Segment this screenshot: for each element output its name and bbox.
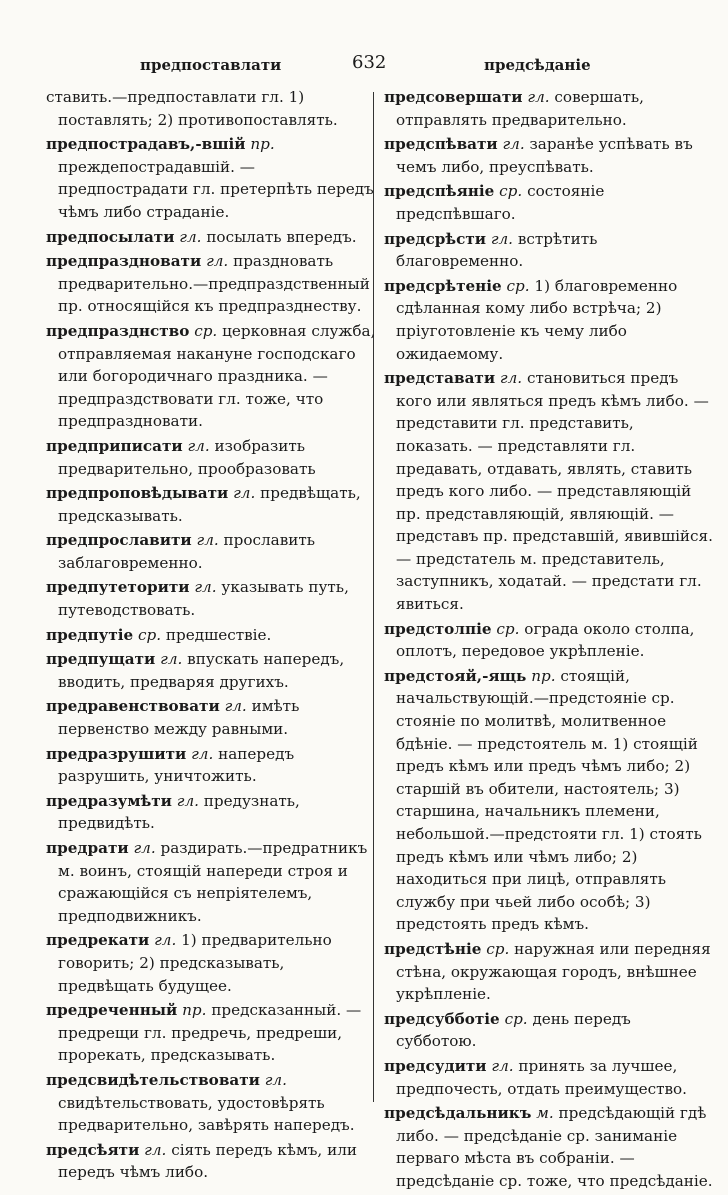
headword: предсрѣтеніе [384, 276, 502, 295]
headword: предреченный [46, 1001, 178, 1020]
definition-text: предвѣщать, предсказывать. [58, 484, 361, 525]
grammar-label: гл. [502, 135, 525, 154]
grammar-label: гл. [194, 578, 217, 597]
dictionary-entry [46, 250, 376, 318]
running-head-right: предсѣданіе [484, 56, 591, 74]
dictionary-entry [46, 790, 376, 835]
dictionary-entry [384, 618, 714, 663]
headword: предпутеторити [46, 578, 190, 597]
grammar-label: гл. [191, 744, 214, 763]
dictionary-entry [384, 228, 714, 273]
headword: предпущати [46, 650, 156, 669]
headword: предсудити [384, 1056, 487, 1075]
grammar-label: ср. [504, 1009, 528, 1028]
dictionary-entry [46, 648, 376, 693]
grammar-label: гл. [233, 484, 256, 503]
definition-text: предшествіе. [165, 625, 272, 644]
grammar-label: гл. [187, 436, 210, 455]
grammar-label: гл. [160, 650, 183, 669]
grammar-label: гл. [499, 369, 523, 388]
grammar-label: гл. [144, 1140, 167, 1159]
dictionary-entry [46, 1069, 376, 1137]
dictionary-entry [46, 695, 376, 740]
definition-text: стоящій, начальствующій.—предстояніе ср. стояніе по молитвѣ, молитвенное бдѣніе. — предстоятель м. 1) стоящій предъ кѣмъ или предъ чѣмъ либо; 2) старшій въ обители, настоятель; 3) старшина, начальникъ племени, небольшой.—предстояти гл. 1) стоять предъ кѣмъ или чѣмъ либо; 2) находиться при лицѣ, отправлять службу при чьей либо особѣ; 3) предстоять предъ кѣмъ. [396, 666, 702, 934]
dictionary-entry [46, 86, 376, 131]
grammar-label: гл. [490, 229, 514, 248]
grammar-label: гл. [133, 839, 156, 857]
dictionary-entry [384, 86, 714, 131]
definition-text: прославить заблаговременно. [58, 531, 316, 572]
dictionary-entry [46, 482, 376, 527]
definition-text: становиться предъ кого или являться предъ кѣмъ либо. —представити гл. представить, показать. — представляти гл. предавать, отдавать, являть, ставить предъ кого либо. — представляющій пр. представляющій, являющій. — представъ пр. представшій, явившійся. — предстатель м. представитель, заступникъ, ходатай. — предстати гл. явиться. [396, 369, 713, 614]
grammar-label: м. [536, 1104, 554, 1123]
definition-text: совершать, отправлять предварительно. [396, 88, 645, 129]
dictionary-entry [46, 226, 376, 249]
dictionary-entry [384, 180, 714, 225]
definition-text: ставить.—предпоставлати гл. 1) поставлять; 2) противопоставлять. [46, 88, 338, 129]
dictionary-entry [384, 1008, 714, 1053]
running-head-left: предпоставлати [140, 56, 282, 74]
definition-text: указывать путь, путеводствовать. [58, 578, 349, 620]
dictionary-entry [46, 320, 376, 433]
right-column [384, 86, 714, 1195]
headword: предрати [46, 839, 129, 857]
grammar-label: гл. [224, 697, 247, 716]
dictionary-entry [384, 1102, 714, 1192]
definition-text: раздирать.—предратникъ м. воинъ, стоящій напереди строя и сражающійся съ непріятелемъ, предподвижникъ. [58, 839, 368, 925]
definition-text: заранѣе успѣвать въ чемъ либо, преуспѣвать. [396, 135, 693, 176]
grammar-label: ср. [138, 625, 162, 644]
grammar-label: ср. [506, 276, 530, 295]
grammar-label: гл. [206, 252, 229, 271]
definition-text: принять за лучшее, предпочесть, отдать преимущество. [396, 1056, 688, 1098]
headword: предпрославити [46, 531, 192, 550]
definition-text: 1) предварительно говорить; 2) предсказывать, предвѣщать будущее. [58, 931, 332, 995]
dictionary-entry [46, 999, 376, 1067]
definition-text: предузнать, предвидѣть. [58, 791, 300, 833]
grammar-label: пр. [531, 666, 556, 685]
grammar-label: гл. [527, 88, 550, 106]
definition-text: предсѣдающій гдѣ либо. — предсѣданіе ср. заниманіе перваго мѣста въ собраніи. — предсѣданіе ср. тоже, что предсѣданіе. [396, 1104, 713, 1190]
headword: предсѣяти [46, 1140, 140, 1159]
headword: предсрѣсти [384, 229, 486, 248]
dictionary-entry [46, 929, 376, 997]
dictionary-entry [384, 938, 714, 1006]
definition-text: предсказанный. — предрещи гл. предречь, предреши, прорекать, предсказывать. [58, 1001, 362, 1065]
grammar-label: гл. [264, 1070, 287, 1089]
grammar-label: гл. [154, 931, 177, 950]
headword: предстѣніе [384, 939, 482, 958]
definition-text: изобразить предварительно, прообразовать [58, 436, 316, 478]
dictionary-entry [46, 743, 376, 788]
grammar-label: гл. [176, 791, 199, 810]
definition-text: свидѣтельствовать, удостовѣрять предварительно, завѣрять напередъ. [58, 1093, 355, 1135]
dictionary-entry [46, 837, 376, 927]
headword: предпосылати [46, 227, 175, 246]
grammar-label: гл. [491, 1056, 514, 1075]
grammar-label: гл. [179, 227, 202, 246]
definition-text: имѣть первенство между равными. [58, 697, 300, 739]
definition-text: преждепострадавшій. — предпострадати гл. претерпѣть передъ чѣмъ либо страданіе. [58, 157, 374, 221]
page-header [0, 52, 728, 82]
dictionary-entry [46, 435, 376, 480]
definition-text: посылать впередъ. [206, 227, 357, 246]
page-number: 632 [352, 52, 387, 73]
definition-text: встрѣтить благовременно. [396, 229, 598, 271]
dictionary-entry [46, 576, 376, 621]
definition-text: церковная служба, отправляемая накануне господскаго или богородичнаго праздника. — предпраздствовати гл. тоже, что предпраздновати. [58, 321, 376, 431]
dictionary-entry [46, 1139, 376, 1184]
grammar-label: гл. [196, 531, 219, 550]
headword: предпраздновати [46, 252, 202, 271]
headword: предрекати [46, 931, 150, 950]
grammar-label: ср. [499, 182, 523, 201]
grammar-label: пр. [182, 1001, 207, 1020]
headword: предсвидѣтельствовати [46, 1070, 260, 1089]
grammar-label: ср. [194, 321, 218, 340]
headword: предсовершати [384, 88, 523, 106]
dictionary-entry [46, 624, 376, 647]
headword: предстолпіе [384, 619, 492, 638]
headword: предсѣдальникъ [384, 1104, 532, 1123]
dictionary-entry [46, 133, 376, 223]
headword: предстояй,-ящь [384, 666, 527, 685]
definition-text: сіять передъ кѣмъ, или передъ чѣмъ либо. [58, 1140, 357, 1182]
definition-text: 1) благовременно сдѣланная кому либо встрѣча; 2) пріуготовленіе къ чему либо ожидаемому. [396, 276, 678, 363]
headword: предпутіе [46, 625, 134, 644]
headword: представати [384, 369, 496, 388]
headword: предпроповѣдывати [46, 484, 229, 503]
definition-text: день передъ субботою. [396, 1009, 631, 1051]
headword: предпразднство [46, 321, 190, 340]
dictionary-entry [384, 275, 714, 365]
left-column [46, 86, 376, 1186]
grammar-label: ср. [486, 939, 510, 958]
headword: предспѣвати [384, 135, 498, 154]
dictionary-entry [384, 367, 714, 616]
dictionary-entry [384, 665, 714, 936]
definition-text: наружная или передняя стѣна, окружающая городъ, внѣшнее укрѣпленіе. [396, 939, 711, 1004]
headword: предпострадавъ,-вшій [46, 135, 246, 154]
headword: предсубботіе [384, 1009, 500, 1028]
headword: предразумѣти [46, 791, 172, 810]
dictionary-entry [384, 1055, 714, 1100]
definition-text: состояніе предспѣвшаго. [396, 182, 605, 223]
dictionary-entry [46, 529, 376, 574]
definition-text: праздновать предварительно.—предпраздственный пр. относящійся къ предпразднеству. [58, 252, 370, 316]
definition-text: напередъ разрушить, уничтожить. [58, 744, 295, 786]
headword: предприписати [46, 436, 183, 455]
headword: предравенствовати [46, 697, 220, 716]
grammar-label: пр. [250, 135, 275, 154]
definition-text: ограда около столпа, оплотъ, передовое укрѣпленіе. [396, 619, 695, 661]
headword: предразрушити [46, 744, 187, 763]
grammar-label: ср. [496, 619, 520, 638]
headword: предспѣяніе [384, 182, 495, 201]
definition-text: впускать напередъ, вводить, предваряя другихъ. [58, 650, 345, 691]
dictionary-entry [384, 133, 714, 178]
